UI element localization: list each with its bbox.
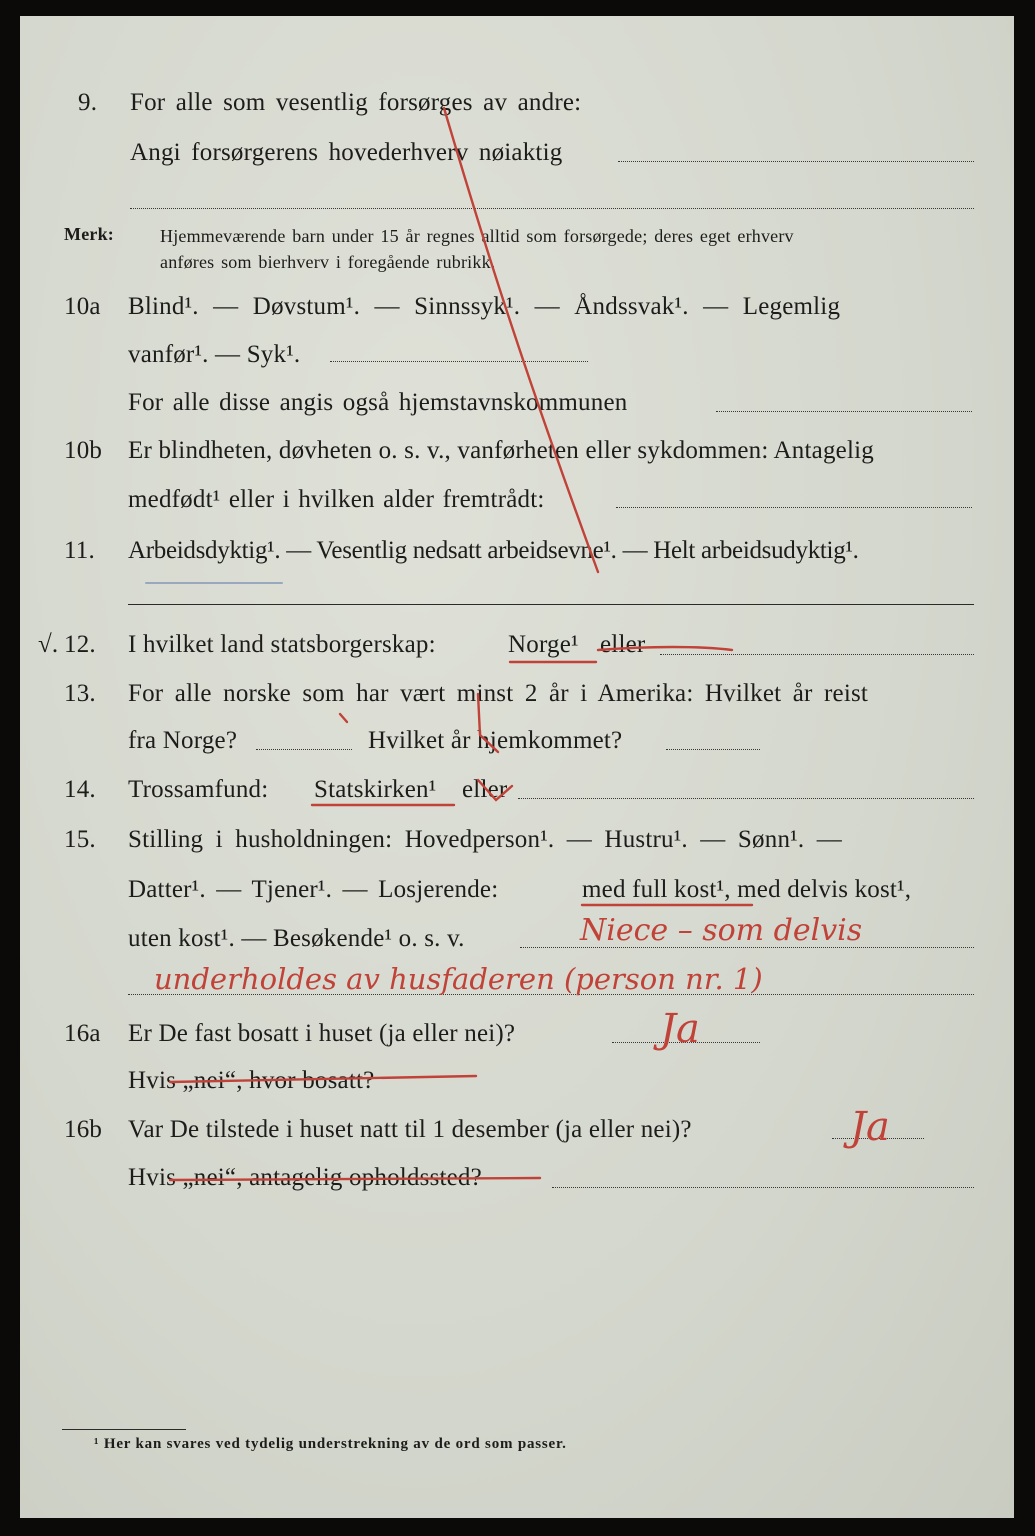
q10b-answer-line[interactable] (616, 507, 972, 508)
q13-number: 13. (64, 680, 96, 707)
q11-separator (128, 604, 974, 605)
q15-options-line2-kost: med full kost¹, med delvis kost¹, (582, 876, 912, 903)
q13-year-returned-line[interactable] (666, 749, 760, 750)
q10b-question: Er blindheten, døvheten o. s. v., vanførheten eller sykdommen: Antagelig (128, 437, 874, 464)
q16b-location-line[interactable] (552, 1187, 974, 1188)
q16a-handwritten-answer: Ja (660, 1006, 700, 1052)
q14-option-statskirken[interactable]: Statskirken¹ (314, 776, 437, 803)
q10b-question-cont: medfødt¹ eller i hvilken alder fremtrådt: (128, 486, 545, 513)
q12-answer-line[interactable] (660, 654, 974, 655)
q9-question: For alle som vesentlig forsørges av andre: (130, 89, 582, 116)
merk-note-line1: Hjemmeværende barn under 15 år regnes alltid som forsørgede; deres eget erhverv (160, 226, 794, 246)
q10a-options-cont: vanfør¹. — Syk¹. (128, 341, 301, 368)
q13-question: For alle norske som har vært minst 2 år i Amerika: Hvilket år reist (128, 680, 869, 707)
q10a-home-municipality-label: For alle disse angis også hjemstavnskommunen (128, 389, 628, 416)
merk-label: Merk: (64, 224, 114, 244)
footnote-separator (62, 1429, 186, 1430)
q16a-number: 16a (64, 1020, 101, 1047)
q12-number: 12. (64, 631, 96, 658)
q15-handwritten-answer-1: Niece – som delvis (580, 913, 863, 948)
q15-question: Stilling i husholdningen: Hovedperson¹. — Hustru¹. — Sønn¹. — (128, 826, 842, 853)
q10a-answer-line[interactable] (330, 361, 588, 362)
q12-option-eller[interactable]: eller (600, 631, 646, 658)
q14-answer-line[interactable] (518, 798, 974, 799)
q10a-municipality-line[interactable] (716, 411, 972, 412)
q14-question: Trossamfund: (128, 776, 269, 803)
q14-number: 14. (64, 776, 96, 803)
q15-handwritten-answer-2: underholdes av husfaderen (person nr. 1) (154, 962, 763, 996)
q14-option-eller[interactable]: eller (462, 776, 508, 803)
footnote: ¹ Her kan svares ved tydelig understrekning av de ord som passer. (94, 1436, 567, 1452)
q12-check-mark: √. (38, 631, 59, 658)
q10a-options: Blind¹. — Døvstum¹. — Sinnssyk¹. — Åndssvak¹. — Legemlig (128, 293, 841, 320)
q15-options-line3: uten kost¹. — Besøkende¹ o. s. v. (128, 925, 465, 952)
q11-number: 11. (64, 537, 95, 564)
q16b-question: Var De tilstede i huset natt til 1 desember (ja eller nei)? (128, 1116, 692, 1143)
q10b-number: 10b (64, 437, 103, 464)
q13-year-left-line[interactable] (256, 749, 352, 750)
q13-year-returned-label: Hvilket år hjemkommet? (368, 727, 623, 754)
q9-answer-line[interactable] (618, 161, 974, 162)
q16a-where-label: Hvis „nei“, hvor bosatt? (128, 1067, 375, 1094)
q11-options: Arbeidsdyktig¹. — Vesentlig nedsatt arbeidsevne¹. — Helt arbeidsudyktig¹. (128, 537, 859, 564)
q9-occupation-label: Angi forsørgerens hovederhverv nøiaktig (130, 139, 563, 166)
q16b-location-label: Hvis „nei“, antagelig opholdssted? (128, 1164, 482, 1191)
q12-question: I hvilket land statsborgerskap: (128, 631, 436, 658)
q16a-question: Er De fast bosatt i huset (ja eller nei)? (128, 1020, 516, 1047)
q13-year-left-label: fra Norge? (128, 727, 238, 754)
q16b-handwritten-answer: Ja (850, 1104, 890, 1150)
q10a-number: 10a (64, 293, 101, 320)
q9-number: 9. (78, 89, 98, 116)
q9-answer-line-2[interactable] (130, 208, 974, 209)
q15-options-line2: Datter¹. — Tjener¹. — Losjerende: (128, 876, 499, 903)
census-form-page (20, 16, 1014, 1518)
merk-note-line2: anføres som bierhverv i foregående rubrikk. (160, 252, 496, 272)
q12-option-norge[interactable]: Norge¹ (508, 631, 579, 658)
q16b-number: 16b (64, 1116, 103, 1143)
q15-number: 15. (64, 826, 96, 853)
